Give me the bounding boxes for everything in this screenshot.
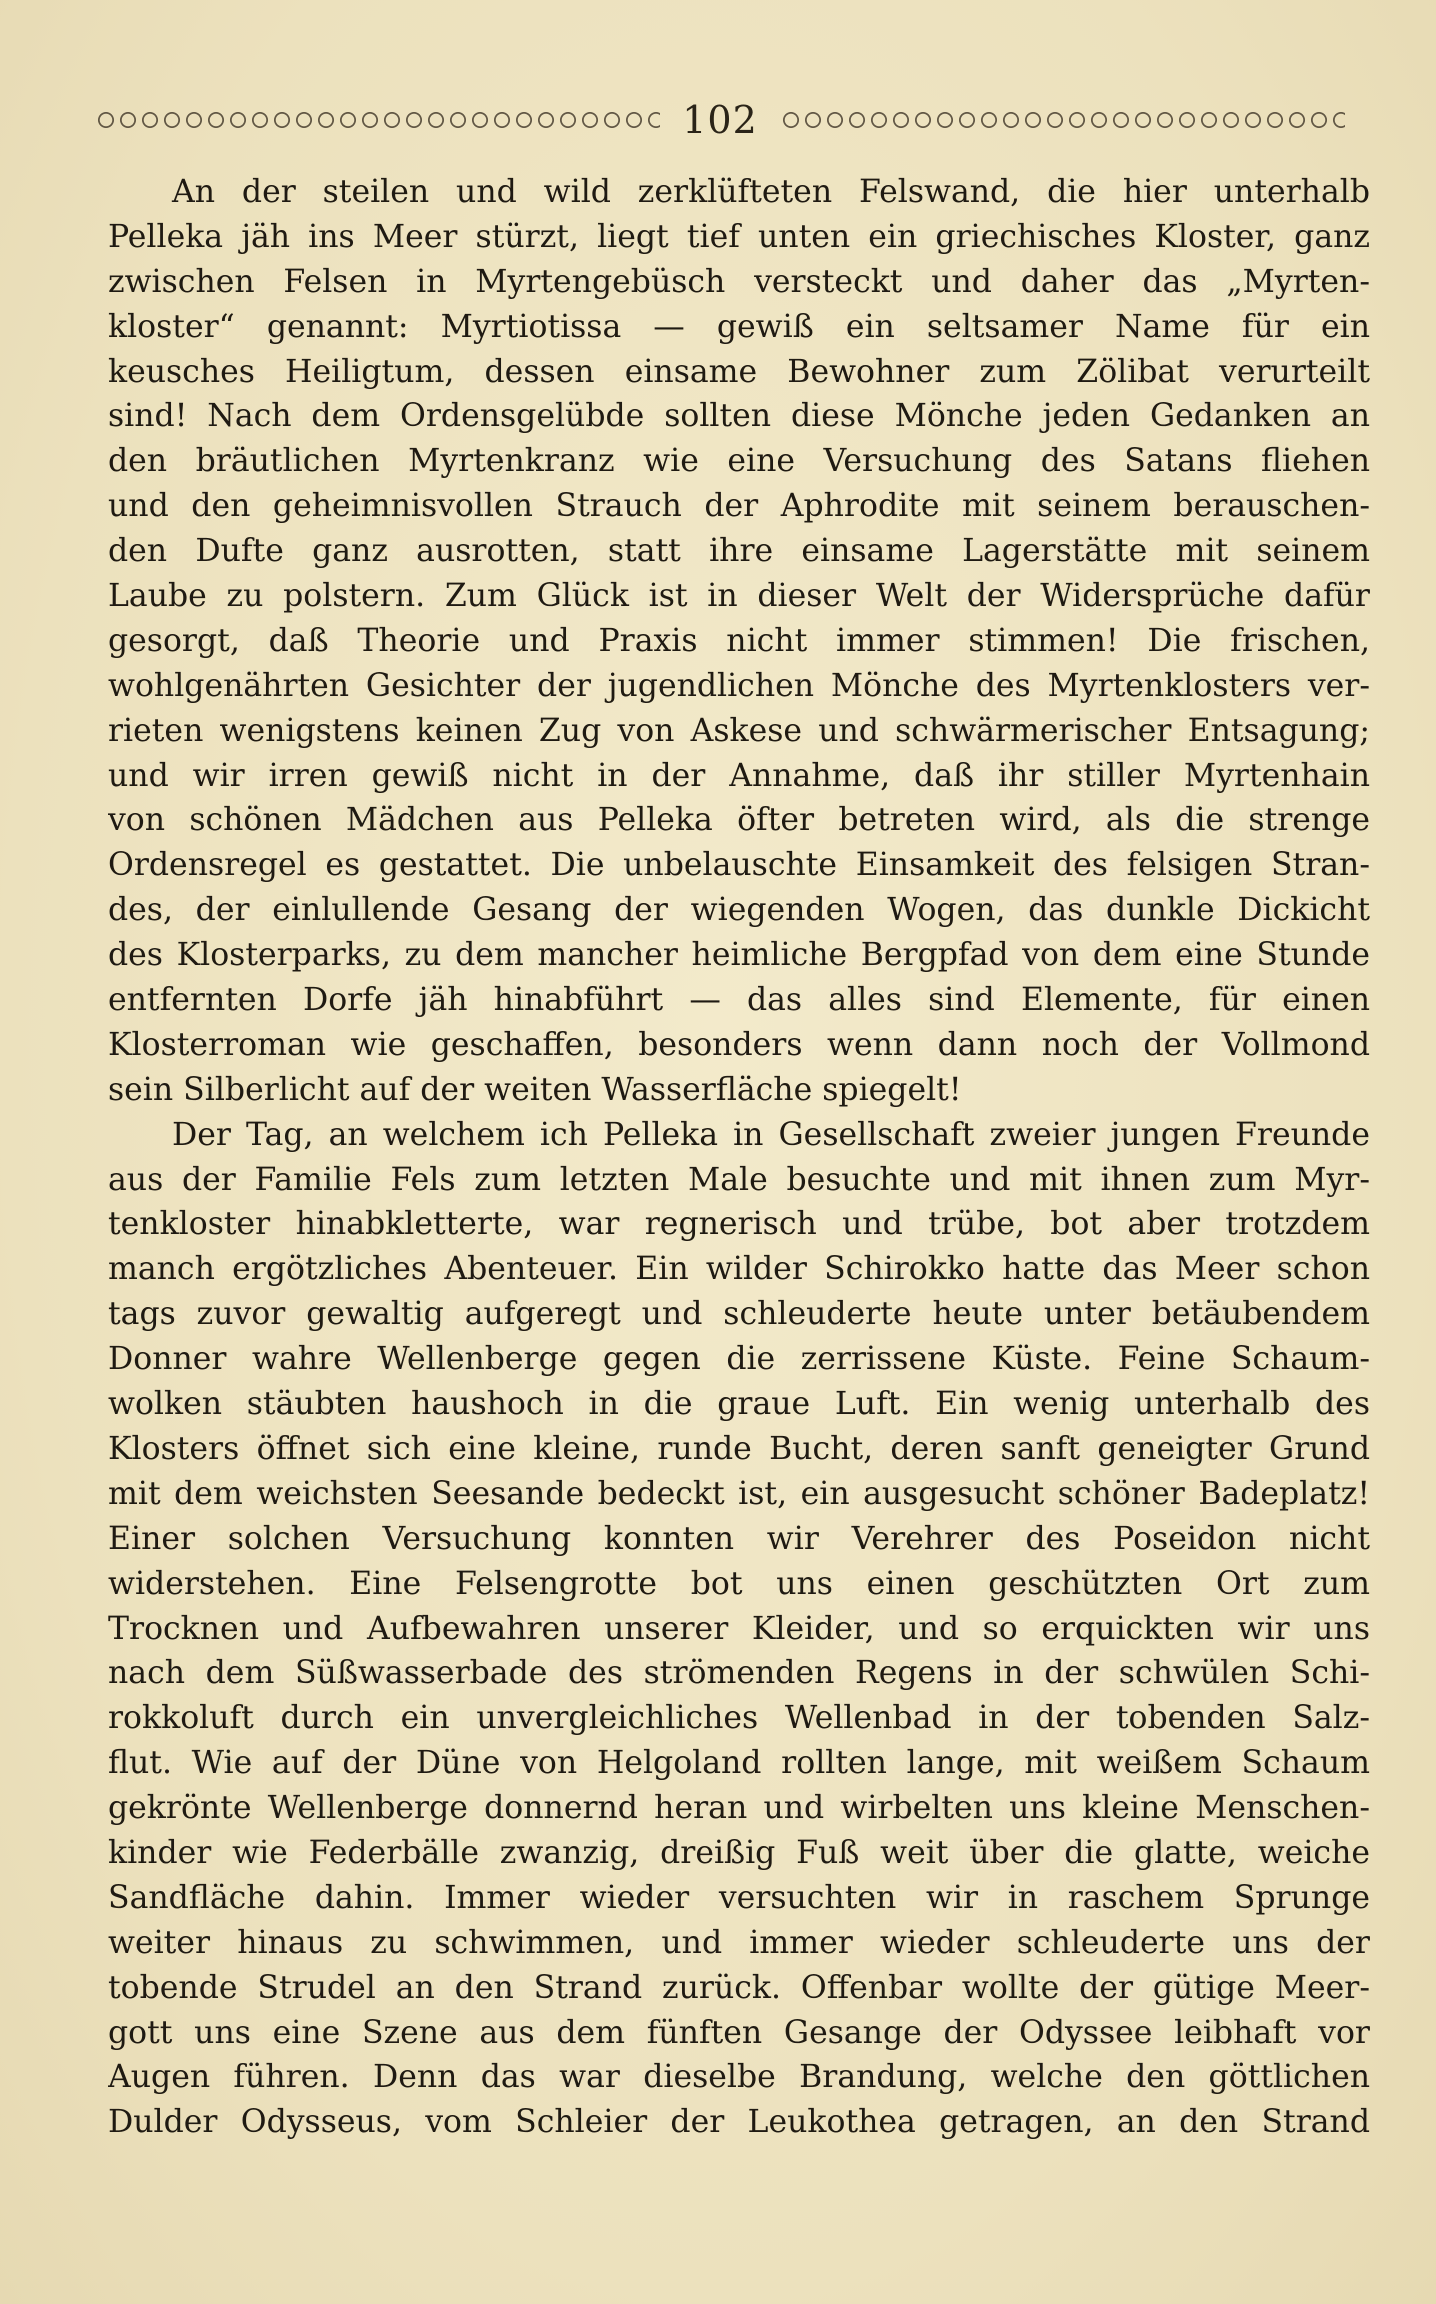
text-line: entfernten Dorfe jäh hinabführt — das alles sind Elemente, für einen — [108, 982, 1370, 1019]
text-line: wohlgenährten Gesichter der jugendlichen Mönche des Myrtenklosters ver- — [108, 667, 1370, 704]
text-line: gesorgt, daß Theorie und Praxis nicht immer stimmen! Die frischen, — [108, 622, 1370, 659]
page-number: 102 — [682, 98, 758, 142]
text-line: An der steilen und wild zerklüfteten Felswand, die hier unterhalb — [172, 174, 1370, 210]
body-text — [108, 170, 1370, 2180]
page-header — [95, 95, 1345, 145]
text-line: Donner wahre Wellenberge gegen die zerrissene Küste. Feine Schaum- — [108, 1341, 1370, 1378]
text-line: kinder wie Federbälle zwanzig, dreißig Fuß weit über die glatte, weiche — [108, 1834, 1370, 1871]
text-line: und den geheimnisvollen Strauch der Aphrodite mit seinem berauschen- — [108, 488, 1370, 525]
paragraph — [108, 1113, 1370, 2145]
text-line: tobende Strudel an den Strand zurück. Offenbar wollte der gütige Meer- — [108, 1969, 1370, 2006]
text-line: gott uns eine Szene aus dem fünften Gesange der Odyssee leibhaft vor — [108, 2014, 1370, 2051]
text-line: des Klosterparks, zu dem mancher heimliche Bergpfad von dem eine Stunde — [108, 937, 1370, 974]
text-line: Augen führen. Denn das war dieselbe Brandung, welche den göttlichen — [108, 2059, 1370, 2096]
text-line: Einer solchen Versuchung konnten wir Verehrer des Poseidon nicht — [108, 1520, 1370, 1557]
text-line: manch ergötzliches Abenteuer. Ein wilder Schirokko hatte das Meer schon — [108, 1251, 1370, 1288]
text-line: weiter hinaus zu schwimmen, und immer wieder schleuderte uns der — [108, 1924, 1370, 1961]
text-line: keusches Heiligtum, dessen einsame Bewohner zum Zölibat verurteilt — [108, 353, 1370, 390]
text-line: tags zuvor gewaltig aufgeregt und schleuderte heute unter betäubendem — [108, 1296, 1370, 1333]
text-line: Pelleka jäh ins Meer stürzt, liegt tief unten ein griechisches Kloster, ganz — [108, 218, 1370, 255]
text-line: den bräutlichen Myrtenkranz wie eine Versuchung des Satans fliehen — [108, 443, 1370, 480]
text-line: rokkoluft durch ein unvergleichliches Wellenbad in der tobenden Salz- — [108, 1700, 1370, 1737]
text-line: rieten wenigstens keinen Zug von Askese und schwärmerischer Entsagung; — [108, 712, 1370, 749]
paragraph — [108, 170, 1370, 1113]
text-line: Ordensregel es gestattet. Die unbelauschte Einsamkeit des felsigen Stran- — [108, 847, 1370, 884]
text-line: sind! Nach dem Ordensgelübde sollten diese Mönche jeden Gedanken an — [108, 398, 1370, 435]
text-line: des, der einlullende Gesang der wiegenden Wogen, das dunkle Dickicht — [108, 892, 1370, 929]
text-line: flut. Wie auf der Düne von Helgoland rollten lange, mit weißem Schaum — [108, 1745, 1370, 1782]
text-line: mit dem weichsten Seesande bedeckt ist, ein ausgesucht schöner Badeplatz! — [108, 1475, 1370, 1512]
text-line: widerstehen. Eine Felsengrotte bot uns einen geschützten Ort zum — [108, 1565, 1370, 1602]
text-line: Laube zu polstern. Zum Glück ist in dieser Welt der Widersprüche dafür — [108, 578, 1370, 615]
text-line: Sandfläche dahin. Immer wieder versuchten wir in raschem Sprunge — [108, 1879, 1370, 1916]
text-line: Trocknen und Aufbewahren unserer Kleider, und so erquickten wir uns — [108, 1610, 1370, 1647]
text-line: wolken stäubten haushoch in die graue Luft. Ein wenig unterhalb des — [108, 1386, 1370, 1423]
ornament-border-left — [95, 107, 660, 133]
text-line: und wir irren gewiß nicht in der Annahme, daß ihr stiller Myrtenhain — [108, 757, 1370, 794]
text-line: Klosterroman wie geschaffen, besonders wenn dann noch der Vollmond — [108, 1026, 1370, 1063]
text-line: kloster“ genannt: Myrtiotissa — gewiß ein seltsamer Name für ein — [108, 308, 1370, 345]
text-line: den Dufte ganz ausrotten, statt ihre einsame Lagerstätte mit seinem — [108, 533, 1370, 570]
text-line: Dulder Odysseus, vom Schleier der Leukothea getragen, an den Strand — [108, 2104, 1370, 2141]
text-line: sein Silberlicht auf der weiten Wasserfläche spiegelt! — [108, 1071, 962, 1108]
text-line: nach dem Süßwasserbade des strömenden Regens in der schwülen Schi- — [108, 1655, 1370, 1692]
text-line: zwischen Felsen in Myrtengebüsch versteckt und daher das „Myrten- — [108, 263, 1370, 300]
text-line: Klosters öffnet sich eine kleine, runde Bucht, deren sanft geneigter Grund — [108, 1430, 1370, 1467]
text-line: aus der Familie Fels zum letzten Male besuchte und mit ihnen zum Myr- — [108, 1161, 1370, 1198]
text-line: Der Tag, an welchem ich Pelleka in Gesellschaft zweier jungen Freunde — [172, 1116, 1370, 1153]
text-line: gekrönte Wellenberge donnernd heran und wirbelten uns kleine Menschen- — [108, 1790, 1370, 1827]
ornament-border-right — [780, 107, 1345, 133]
text-line: von schönen Mädchen aus Pelleka öfter betreten wird, als die strenge — [108, 802, 1370, 839]
text-line: tenkloster hinabkletterte, war regnerisch und trübe, bot aber trotzdem — [108, 1206, 1370, 1243]
